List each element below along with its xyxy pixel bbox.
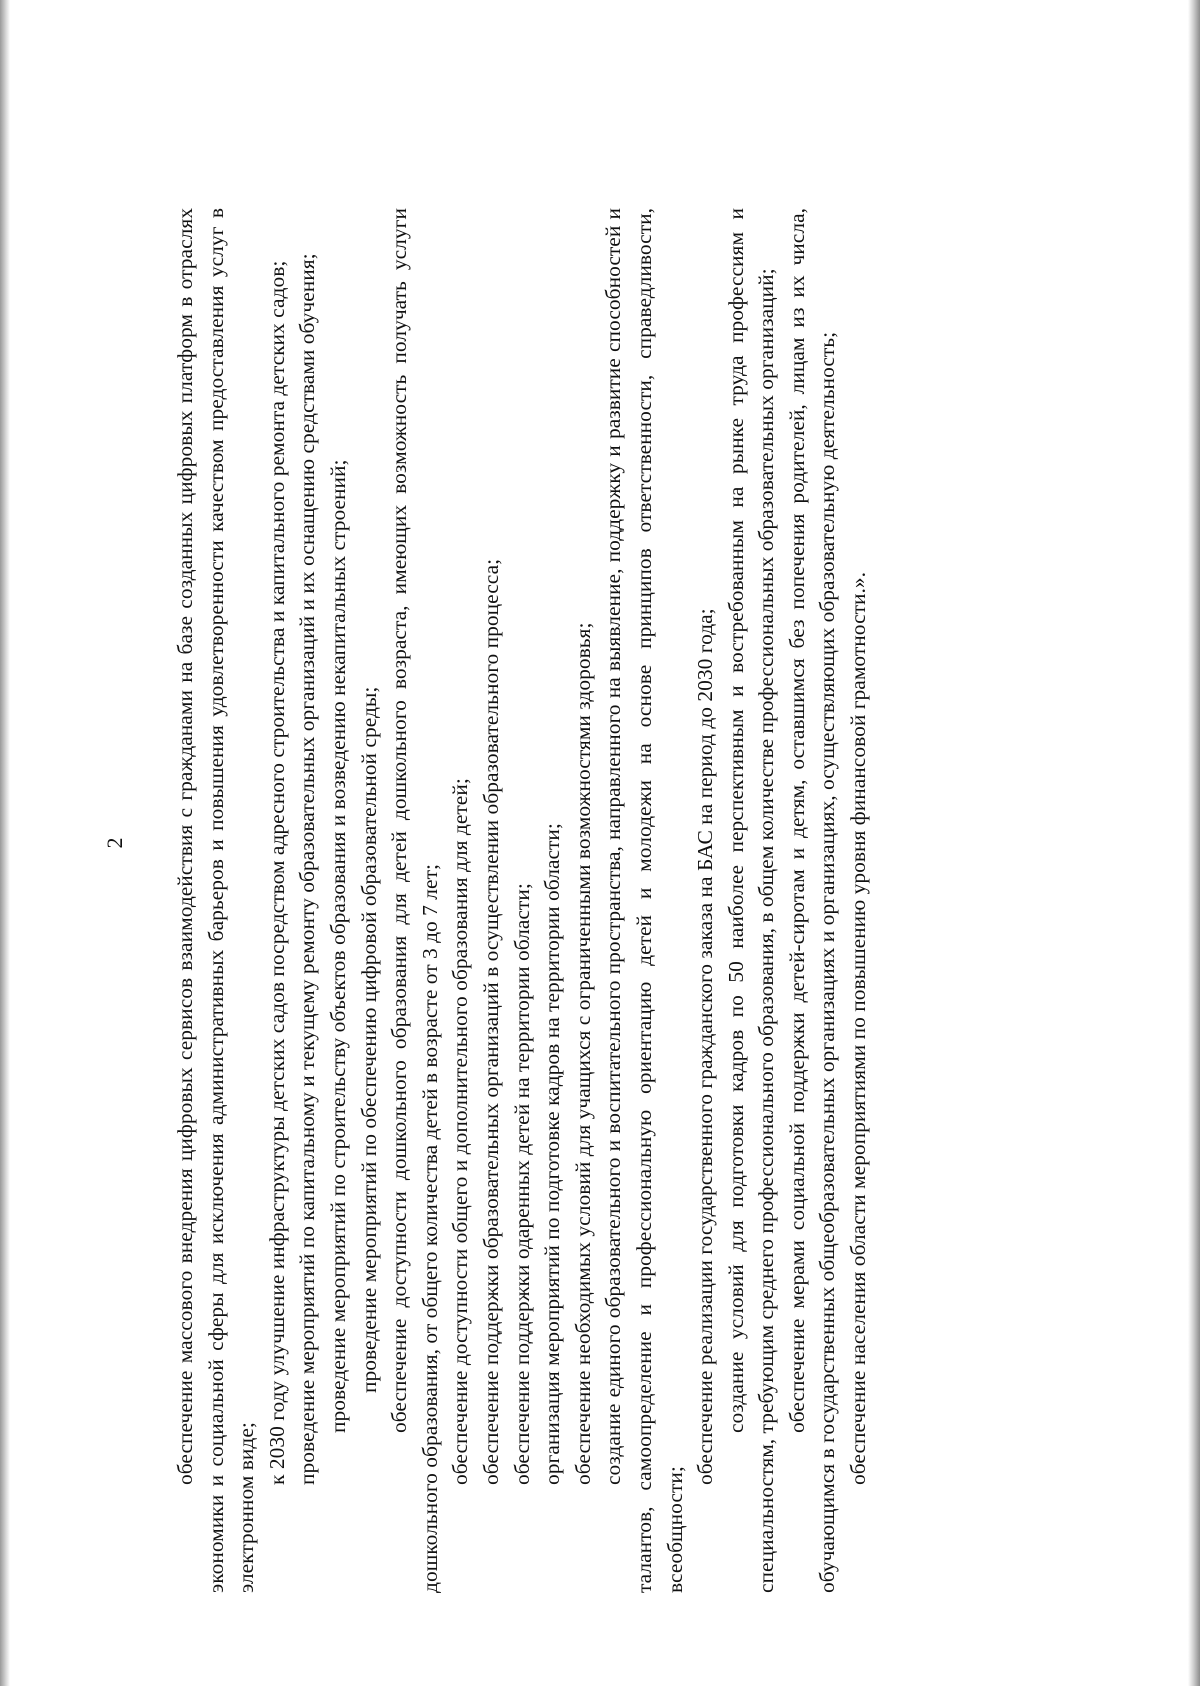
paragraph-staff-training: организация мероприятий по подготовке кадров на территории области; [540, 823, 565, 1485]
paragraph-gifted-children: обеспечение поддержки одаренных детей на территории области; [509, 883, 534, 1485]
paragraph-uas-order: обеспечение реализации государственного гражданского заказа на БАС на период до 2030 года; [693, 608, 718, 1485]
paragraph-top50-professions: создание условий для подготовки кадров по 50 наиболее перспективным и востребованным на рынке труда профессиям и специальностям, требующим среднего профессионального образования, в общем количестве профессиональных образовательных организаций; [723, 208, 779, 1593]
paragraph-digital-environment: проведение мероприятий по обеспечению цифровой образовательной среды; [356, 686, 381, 1393]
paragraph-organization-support: обеспечение поддержки образовательных организаций в осуществлении образовательного процесса; [478, 558, 503, 1485]
paragraph-financial-literacy: обеспечение населения области мероприятиями по повышению уровня финансовой грамотности.». [846, 571, 871, 1485]
page-number: 2 [102, 837, 127, 849]
paragraph-general-education-access: обеспечение доступности общего и дополнительного образования для детей; [448, 778, 473, 1485]
paragraph-unified-space: создание единого образовательного и воспитательного пространства, направленного на выявление, поддержку и развитие способностей и талантов, самоопределение и профессиональную ориентацию детей и молодежи на основе принципов ответственности, справедливости, всеобщности; [601, 208, 687, 1593]
paragraph-kindergarten-infrastructure: к 2030 году улучшение инфраструктуры детских садов посредством адресного строительства и капитального ремонта детских садов; [264, 260, 289, 1485]
paragraph-repair-and-equipment: проведение мероприятий по капитальному и текущему ремонту образовательных организаций и их оснащению средствами обучения; [295, 253, 320, 1485]
paragraph-construction: проведение мероприятий по строительству объектов образования и возведению некапитальных строений; [325, 459, 350, 1433]
rotated-document-sheet [100, 73, 1100, 1613]
paragraph-orphans-support: обеспечение мерами социальной поддержки детей-сиротам и детям, оставшимся без попечения родителей, лицам из их числа, обучающимся в государственных общеобразовательных организациях и организациях, осуществляющих образовательную деятельность; [784, 208, 840, 1593]
paragraph-digital-services: обеспечение массового внедрения цифровых сервисов взаимодействия с гражданами на базе созданных цифровых платформ в отраслях экономики и социальной сферы для исключения административных барьеров и повышения удовлетворенности качеством предоставления услуг в электронном виде; [173, 208, 259, 1593]
paragraph-disabilities-conditions: обеспечение необходимых условий для учащихся с ограниченными возможностями здоровья; [570, 622, 595, 1485]
scan-edge-left [0, 0, 10, 1686]
paragraph-preschool-access: обеспечение доступности дошкольного образования для детей дошкольного возраста, имеющих возможность получать услуги дошкольного образования, от общего количества детей в возрасте от 3 до 7 лет; [387, 208, 442, 1593]
scan-edge-right [1188, 0, 1200, 1686]
document-body [170, 208, 874, 1593]
